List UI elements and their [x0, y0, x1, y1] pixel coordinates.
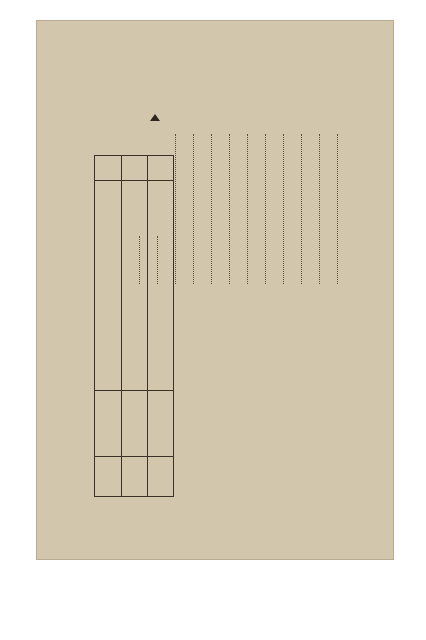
leader-line	[193, 134, 194, 284]
table-divider	[147, 156, 148, 496]
tax-amount	[332, 48, 344, 128]
tax-rate	[296, 290, 308, 334]
table-divider	[95, 390, 173, 391]
tax-rate	[206, 290, 218, 334]
tax-amount	[188, 48, 200, 128]
tax-amount	[224, 48, 236, 128]
rate-table	[94, 155, 174, 497]
note-line	[202, 350, 214, 640]
caption-band	[0, 598, 426, 640]
note-line	[286, 350, 298, 640]
leader-line	[175, 134, 176, 284]
tax-amount	[260, 48, 272, 128]
leader-line	[247, 134, 248, 284]
note-line	[258, 350, 270, 640]
tax-amount	[278, 48, 290, 128]
leader-line	[211, 134, 212, 284]
leader-line	[319, 134, 320, 284]
tax-rate	[332, 290, 344, 334]
table-divider	[95, 456, 173, 457]
tax-rate	[224, 290, 236, 334]
tax-amount	[206, 48, 218, 128]
note-line	[314, 350, 326, 640]
table-row-item	[127, 186, 139, 386]
leader-line	[283, 134, 284, 284]
leader-line	[337, 134, 338, 284]
right-rate-block	[336, 332, 376, 372]
tax-rate	[278, 290, 290, 334]
table-divider	[121, 156, 122, 496]
note-line	[244, 350, 256, 640]
leader-line	[301, 134, 302, 284]
tax-rate	[188, 290, 200, 334]
note-line	[230, 350, 242, 640]
tax-rate	[242, 290, 254, 334]
tax-rate	[314, 290, 326, 334]
note-line	[272, 350, 284, 640]
tax-amount	[314, 48, 326, 128]
table-row-item	[101, 186, 113, 386]
table-divider	[95, 180, 173, 181]
tax-amount	[242, 48, 254, 128]
tax-amount	[296, 48, 308, 128]
tax-amount	[170, 48, 182, 128]
note-line	[300, 350, 312, 640]
leader-line	[229, 134, 230, 284]
note-line	[216, 350, 228, 640]
leader-line	[265, 134, 266, 284]
document-page	[36, 20, 394, 560]
tax-rate	[260, 290, 272, 334]
